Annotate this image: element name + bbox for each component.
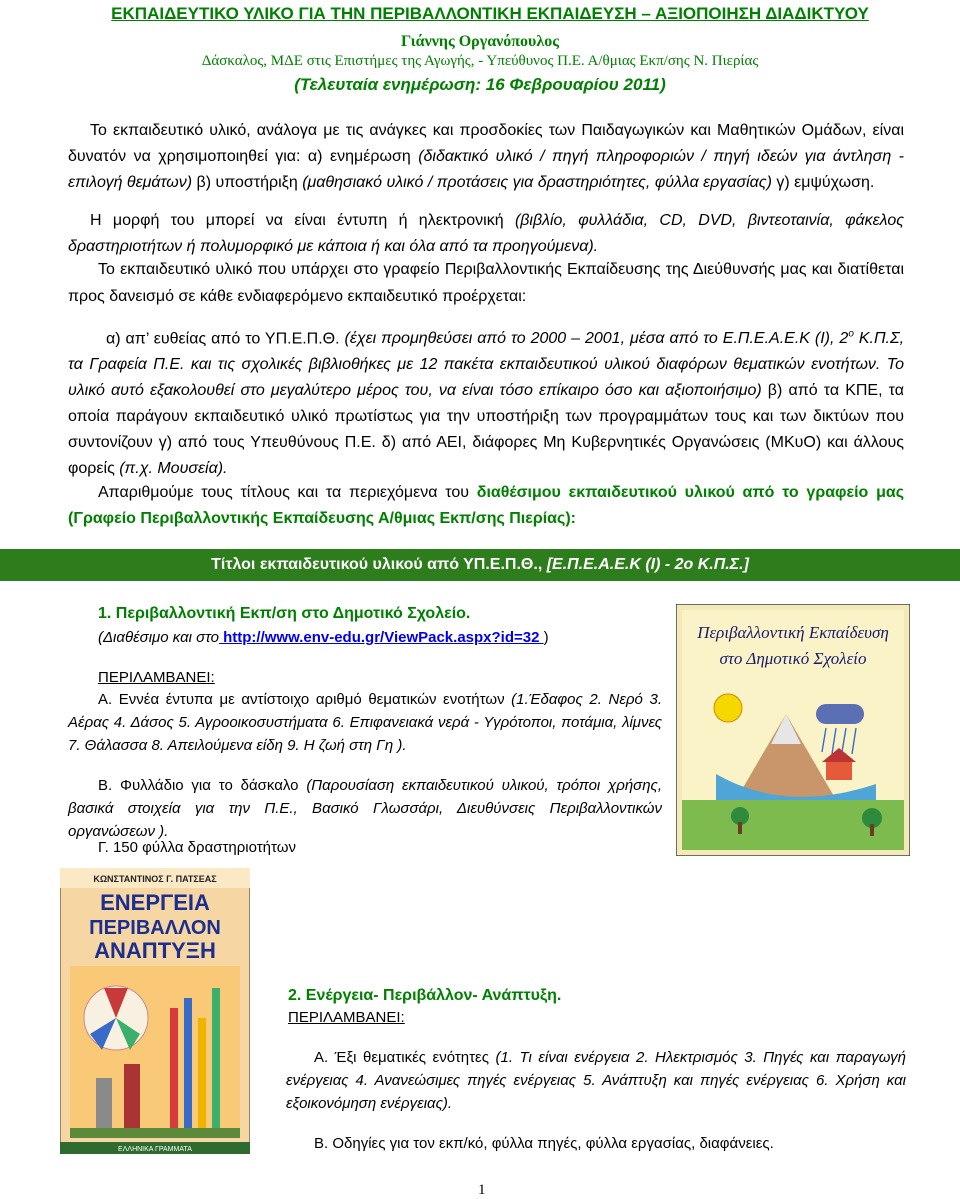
svg-text:Περιβαλλοντική Εκπαίδευση: Περιβαλλοντική Εκπαίδευση xyxy=(697,623,889,642)
item-1-part-a: Α. Εννέα έντυπα με αντίστοιχο αριθμό θεματικών ενοτήτων (1.Έδαφος 2. Νερό 3. Αέρας 4. Δάσος 5. Αγροοικοσυστήματα 6. Επιφανειακά νερά - Υγρότοποι, ποτάμια, λίμνες 7. Θάλασσα 8. Απειλούμενα είδη 9. Η ζωή στη Γη ). xyxy=(68,691,662,754)
svg-text:ΑΝΑΠΤΥΞΗ: ΑΝΑΠΤΥΞΗ xyxy=(94,938,216,963)
svg-text:στο Δημοτικό Σχολείο: στο Δημοτικό Σχολείο xyxy=(719,649,867,668)
svg-text:ΕΛΛΗΝΙΚΑ ΓΡΑΜΜΑΤΑ: ΕΛΛΗΝΙΚΑ ΓΡΑΜΜΑΤΑ xyxy=(118,1146,192,1153)
item-1-part-c: Γ. 150 φύλλα δραστηριοτήτων xyxy=(98,839,296,856)
item-1-cover-image xyxy=(676,604,910,856)
svg-text:ΠΕΡΙΒΑΛΛΟΝ: ΠΕΡΙΒΑΛΛΟΝ xyxy=(89,917,221,939)
intro-paragraph-4: α) απ’ ευθείας από το ΥΠ.Ε.Π.Θ. (έχει προμηθεύσει από το 2000 – 2001, μέσα από το Ε.Π.Ε.Α.Ε.Κ (Ι), $2^o$ Κ.Π.Σ, τα Γραφεία Π.Ε. και τις σχολικές βιβλιοθήκες με 12 πακέτα εκπαιδευτικού υλικού διαφόρων θεματικών ενοτήτων. Το υλικό αυτό εξακολουθεί στο μεγαλύτερο μέρος του, να είναι τόσο επίκαιρο όσο και αξιοποιήσιμο) β) από τα ΚΠΕ, τα οποία παράγουν εκπαιδευτικό υλικό πρωτίστως για την υποστήριξη των προγραμμάτων τους και των δικτύων που συντονίζουν γ) από τους Υπευθύνους Π.Ε. δ) από ΑΕΙ, διάφορες Μη Κυβερνητικές Οργανώσεις (ΜΚυΟ) και άλλους φορείς (π.χ. Μουσεία). xyxy=(68,329,905,478)
item-2-title: 2. Ενέργεια- Περιβάλλον- Ανάπτυξη. xyxy=(288,987,562,1004)
intro-paragraph-5: Απαριθμούμε τους τίτλους και τα περιεχόμενα του διαθέσιμου εκπαιδευτικού υλικού από το γραφείο μας (Γραφείο Περιβαλλοντικής Εκπαίδευσης Α/θμιας Εκπ/σης Πιερίας): xyxy=(68,484,905,527)
item-1-includes-label: ΠΕΡΙΛΑΜΒΑΝΕΙ: xyxy=(98,669,215,686)
item-1-part-b: Β. Φυλλάδιο για το δάσκαλο (Παρουσίαση εκπαιδευτικού υλικού, τρόποι χρήσης, βασικά στοιχεία για την Π.Ε., Βασικό Γλωσσάρι, Διευθύνσεις Περιβαλλοντικών οργανώσεων ). xyxy=(68,777,663,840)
svg-text:ΕΝΕΡΓΕΙΑ: ΕΝΕΡΓΕΙΑ xyxy=(100,890,210,915)
intro-paragraph-2: Η μορφή του μπορεί να είναι έντυπη ή ηλεκτρονική (βιβλίο, φυλλάδια, CD, DVD, βιντεοταινία, φάκελος δραστηριοτήτων ή πολυμορφικό με κάποια ή και όλα από τα προηγούμενα). xyxy=(68,212,904,255)
svg-text:ΚΩΝΣΤΑΝΤΙΝΟΣ Γ. ΠΑΤΣΕΑΣ: ΚΩΝΣΤΑΝΤΙΝΟΣ Γ. ΠΑΤΣΕΑΣ xyxy=(93,874,217,884)
page-number: 1 xyxy=(478,1182,486,1198)
item-2-cover-image xyxy=(60,868,250,1154)
author-role: Δάσκαλος, ΜΔΕ στις Επιστήμες της Αγωγής, - Υπεύθυνος Π.Ε. Α/θμιας Εκπ/σης Ν. Πιερίας xyxy=(201,53,759,69)
last-update: (Τελευταία ενημέρωση: 16 Φεβρουαρίου 2011) xyxy=(294,75,666,94)
intro-paragraph-3: Το εκπαιδευτικό υλικό που υπάρχει στο γραφείο Περιβαλλοντικής Εκπαίδευσης της Διεύθυνσής μας και διατίθεται προς δανεισμό σε κάθε ενδιαφερόμενο εκπαιδευτικό προέρχεται: xyxy=(68,261,904,305)
document-title: ΕΚΠΑΙΔΕΥΤΙΚΟ ΥΛΙΚΟ ΓΙΑ ΤΗΝ ΠΕΡΙΒΑΛΛΟΝΤΙΚΗ ΕΚΠΑΙΔΕΥΣΗ – ΑΞΙΟΠΟΙΗΣΗ ΔΙΑΔΙΚΤΥΟΥ xyxy=(111,4,869,23)
item-1-availability: (Διαθέσιμο και στο http://www.env-edu.gr/ViewPack.aspx?id=32 ) xyxy=(98,629,549,646)
section-banner: Τίτλοι εκπαιδευτικού υλικού από ΥΠ.Ε.Π.Θ., [Ε.Π.Ε.Α.Ε.Κ (Ι) - 2ο Κ.Π.Σ.] xyxy=(0,549,960,581)
item-2-part-b: Β. Οδηγίες για τον εκπ/κό, φύλλα πηγές, φύλλα εργασίας, διαφάνειες. xyxy=(314,1135,774,1152)
item-1-title: 1. Περιβαλλοντική Εκπ/ση στο Δημοτικό Σχολείο. xyxy=(98,605,471,622)
author-name: Γιάννης Οργανόπουλος xyxy=(401,33,559,50)
item-2-includes-label: ΠΕΡΙΛΑΜΒΑΝΕΙ: xyxy=(288,1009,405,1026)
item-1-link[interactable]: http://www.env-edu.gr/ViewPack.aspx?id=32 xyxy=(218,629,544,646)
intro-paragraph-1: Το εκπαιδευτικό υλικό, ανάλογα με τις ανάγκες και προσδοκίες των Παιδαγωγικών και Μαθητικών Ομάδων, είναι δυνατόν να χρησιμοποιηθεί για: α) ενημέρωση (διδακτικό υλικό / πηγή πληροφοριών / πηγή ιδεών για άντληση - επιλογή θεμάτων) β) υποστήριξη (μαθησιακό υλικό / προτάσεις για δραστηριότητες, φύλλα εργασίας) γ) εμψύχωση. xyxy=(68,122,905,191)
item-2-part-a: Α. Έξι θεματικές ενότητες (1. Τι είναι ενέργεια 2. Ηλεκτρισμός 3. Πηγές και παραγωγή ενέργειας 4. Ανανεώσιμες πηγές ενέργειας 5. Ανάπτυξη και πηγές ενέργειας 6. Χρήση και εξοικονόμηση ενέργειας). xyxy=(286,1049,906,1112)
